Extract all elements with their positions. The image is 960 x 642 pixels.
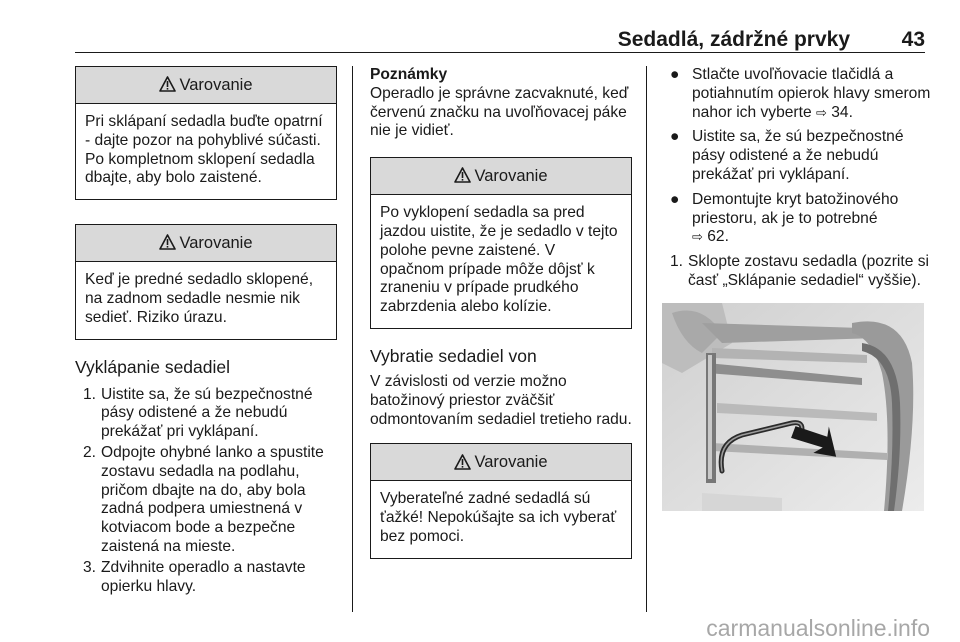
list-item [662, 253, 932, 291]
warning-text: Pri sklápaní sedadla buďte opatrní - dajte pozor na pohyblivé súčasti. Po kompletnom sklopení sedadla dbajte, aby bolo zaistené. [85, 113, 323, 187]
steps-list [662, 253, 932, 291]
bullet-text: Demontujte kryt batožinového priestoru, ak je to potrebné [692, 190, 899, 227]
list-item [75, 559, 337, 597]
list-item [662, 66, 932, 122]
column-2 [370, 66, 632, 559]
bullet-icon: ● [670, 128, 680, 146]
warning-title: Varovanie [179, 234, 253, 253]
note-text: Operadlo je správne zacvaknuté, keď červenú značku na uvoľňovacej páke nie je vidieť. [370, 84, 629, 140]
page-reference[interactable]: 34. [831, 103, 853, 121]
warning-box [75, 66, 337, 200]
steps-list [75, 386, 337, 597]
page-reference-icon: ⇨ [815, 104, 827, 120]
list-item [662, 191, 932, 247]
warning-header [76, 225, 336, 262]
step-number: 1. [670, 253, 684, 271]
warning-header [76, 67, 336, 104]
warning-text: Po vyklopení sedadla sa pred jazdou uistite, že je sedadlo v tejto polohe pevne zaistené. V opačnom prípade môže dôjsť k zraneniu v prípade prudkého zabrzdenia alebo kolízie. [380, 204, 618, 316]
page-reference[interactable]: 62. [707, 228, 729, 246]
warning-header [371, 158, 631, 195]
header-divider [75, 52, 925, 53]
step-number: 3. [83, 558, 97, 576]
step-text: Sklopte zostavu sedadla (pozrite si časť „Sklápanie sedadiel“ vyššie). [688, 253, 929, 289]
step-text: Uistite sa, že sú bezpečnostné pásy odistené a že nebudú prekážať pri vyklápaní. [101, 385, 313, 441]
warning-title: Varovanie [179, 76, 253, 94]
watermark: carmanualsonline.info [706, 615, 930, 641]
list-item [75, 444, 337, 557]
warning-triangle-icon [454, 167, 471, 183]
seat-release-illustration [662, 303, 924, 511]
column-1 [75, 66, 337, 598]
warning-box [370, 443, 632, 558]
page-header-title: Sedadlá, zádržné prvky [617, 28, 850, 51]
warning-box [370, 157, 632, 329]
page-number: 43 [901, 28, 925, 51]
list-item [662, 128, 932, 184]
step-text: Odpojte ohybné lanko a spustite zostavu sedadla na podlahu, pričom dbajte na do, aby bola zadná podpera umiestnená v kotviacom bode a bezpečne zaistená na mieste. [101, 443, 324, 555]
warning-triangle-icon [159, 234, 176, 250]
section-title: Vyklápanie sedadiel [75, 356, 231, 377]
note-title: Poznámky [370, 66, 448, 83]
column-3 [662, 66, 932, 293]
step-number: 2. [83, 443, 97, 461]
paragraph: V závislosti od verzie možno batožinový priestor zväčšiť odmontovaním sedadiel tretieho radu. [370, 372, 632, 428]
bullet-text: Uistite sa, že sú bezpečnostné pásy odistené a že nebudú prekážať pri vyklápaní. [692, 128, 904, 183]
seat-mechanism-drawing [662, 303, 924, 511]
warning-title: Varovanie [474, 167, 548, 186]
step-number: 1. [83, 385, 97, 403]
bullet-list [662, 66, 932, 247]
warning-box [75, 224, 337, 339]
step-text: Zdvihnite operadlo a nastavte opierku hlavy. [101, 558, 306, 595]
warning-header [371, 444, 631, 481]
warning-text: Keď je predné sedadlo sklopené, na zadnom sedadle nesmie nik sedieť. Riziko úrazu. [85, 271, 314, 326]
page-reference-icon: ⇨ [692, 229, 703, 245]
bullet-icon: ● [670, 190, 680, 208]
column-divider-1 [352, 66, 353, 612]
list-item [75, 386, 337, 442]
column-divider-2 [646, 66, 647, 612]
warning-title: Varovanie [474, 453, 548, 472]
warning-triangle-icon [159, 76, 176, 92]
section-title: Vybratie sedadiel von [370, 345, 537, 366]
warning-text: Vyberateľné zadné sedadlá sú ťažké! Nepokúšajte sa ich vyberať bez pomoci. [380, 490, 617, 545]
bullet-icon: ● [670, 66, 680, 83]
warning-triangle-icon [454, 454, 471, 470]
bullet-text: Stlačte uvoľňovacie tlačidlá a potiahnutím opierok hlavy smerom nahor ich vyberte [692, 66, 931, 121]
